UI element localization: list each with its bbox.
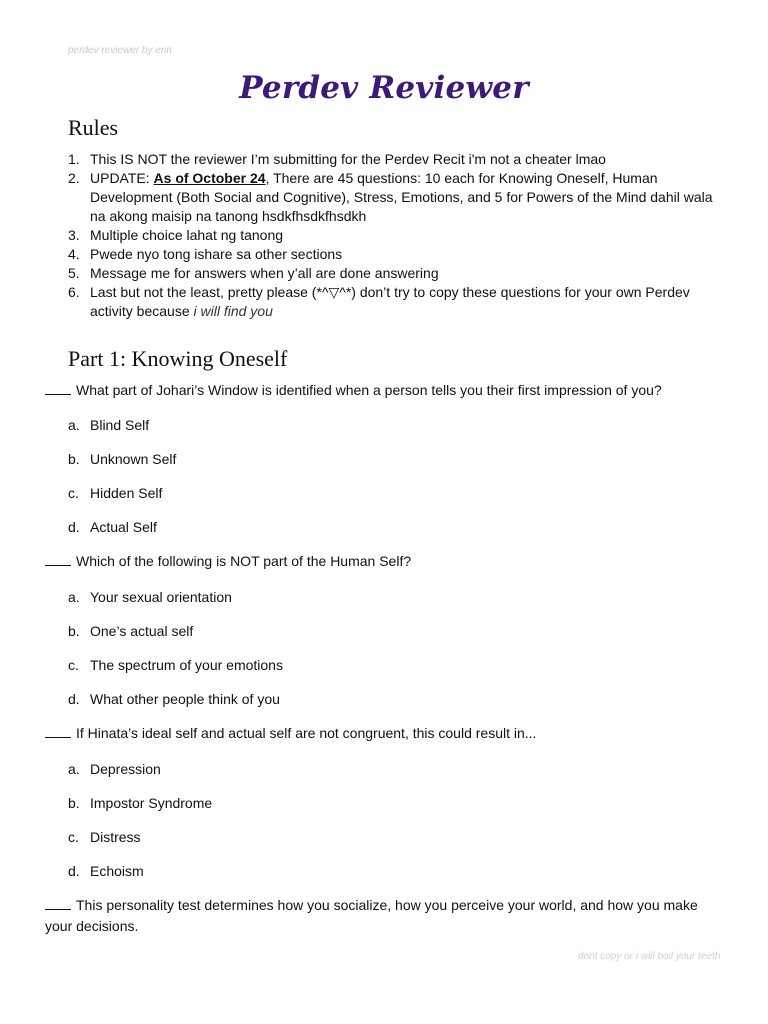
option-letter: b. [68, 623, 80, 639]
option-letter: c. [68, 829, 79, 845]
option [68, 416, 149, 434]
question [45, 723, 725, 744]
footer-note: dont copy or i will boil your teeth [578, 951, 721, 962]
question-text: What part of Johari’s Window is identified when a person tells you their first impression of you? [76, 382, 662, 398]
rule-text: This IS NOT the reviewer I’m submitting for the Perdev Recit i'm not a cheater lmao [90, 151, 606, 167]
rule-text: Last but not the least, pretty please (*^▽^*) don’t try to copy these questions for your own Perdev activity because [90, 284, 690, 319]
option [68, 862, 144, 880]
option [68, 794, 212, 812]
option-text: Distress [90, 829, 141, 845]
option-text: Actual Self [90, 519, 157, 535]
option-text: Depression [90, 761, 161, 777]
rule-highlight: As of October 24 [153, 170, 266, 186]
question [45, 551, 725, 572]
question-text: This personality test determines how you socialize, how you perceive your world, and how you make your decisions. [45, 897, 698, 934]
option [68, 518, 157, 536]
option [68, 484, 162, 502]
option-text: Your sexual orientation [90, 589, 232, 605]
option-text: One’s actual self [90, 623, 194, 639]
rule-number: 6. [68, 284, 80, 300]
rule-item [68, 226, 718, 245]
rule-item [68, 169, 718, 226]
rule-text: , There are 45 questions: 10 each for Knowing Oneself, Human Development (Both Social and Cognitive), Stress, Emotions, and 5 for Powers of the Mind dahil wala na akong maisip na tanong hsdkfhsdkfhsdkh [90, 170, 713, 224]
rule-text: Message me for answers when y’all are done answering [90, 265, 439, 281]
option-letter: a. [68, 589, 80, 605]
option-letter: b. [68, 795, 80, 811]
option-letter: a. [68, 761, 80, 777]
rules-heading: Rules [68, 115, 119, 140]
answer-blank[interactable] [45, 897, 71, 910]
option-text: Echoism [90, 863, 144, 879]
option [68, 760, 161, 778]
option-text: Unknown Self [90, 451, 177, 467]
rule-text: Multiple choice lahat ng tanong [90, 227, 284, 243]
option-text: Blind Self [90, 417, 150, 433]
option-letter: a. [68, 417, 80, 433]
option [68, 828, 141, 846]
rule-number: 3. [68, 227, 80, 243]
rule-text: Pwede nyo tong ishare sa other sections [90, 246, 343, 262]
option-text: Impostor Syndrome [90, 795, 213, 811]
option-text: Hidden Self [90, 485, 163, 501]
rule-number: 4. [68, 246, 80, 262]
rule-item [68, 264, 718, 283]
rule-scribble: i will find you [193, 303, 273, 319]
page-title: Perdev Reviewer [239, 70, 529, 106]
option-letter: c. [68, 657, 79, 673]
option [68, 588, 232, 606]
rule-prefix: UPDATE: [90, 170, 154, 186]
option-letter: d. [68, 519, 80, 535]
option-letter: b. [68, 451, 80, 467]
rule-number: 5. [68, 265, 80, 281]
question [45, 895, 725, 937]
rule-item [68, 150, 718, 169]
option-letter: d. [68, 863, 80, 879]
option-letter: d. [68, 691, 80, 707]
answer-blank[interactable] [45, 553, 71, 566]
option [68, 656, 283, 674]
answer-blank[interactable] [45, 382, 71, 395]
option [68, 622, 193, 640]
option [68, 450, 176, 468]
rules-list [68, 150, 718, 321]
rule-number: 2. [68, 170, 80, 186]
option-text: The spectrum of your emotions [90, 657, 283, 673]
rule-item [68, 245, 718, 264]
header-note: perdev reviewer by erin [68, 45, 172, 56]
section-heading: Part 1: Knowing Oneself [68, 346, 288, 371]
question-text: Which of the following is NOT part of the Human Self? [76, 553, 412, 569]
question [45, 380, 725, 401]
option-text: What other people think of you [90, 691, 280, 707]
answer-blank[interactable] [45, 725, 71, 738]
rule-item [68, 283, 718, 321]
question-text: If Hinata’s ideal self and actual self are not congruent, this could result in... [76, 725, 537, 741]
option-letter: c. [68, 485, 79, 501]
option [68, 690, 280, 708]
rule-number: 1. [68, 151, 80, 167]
